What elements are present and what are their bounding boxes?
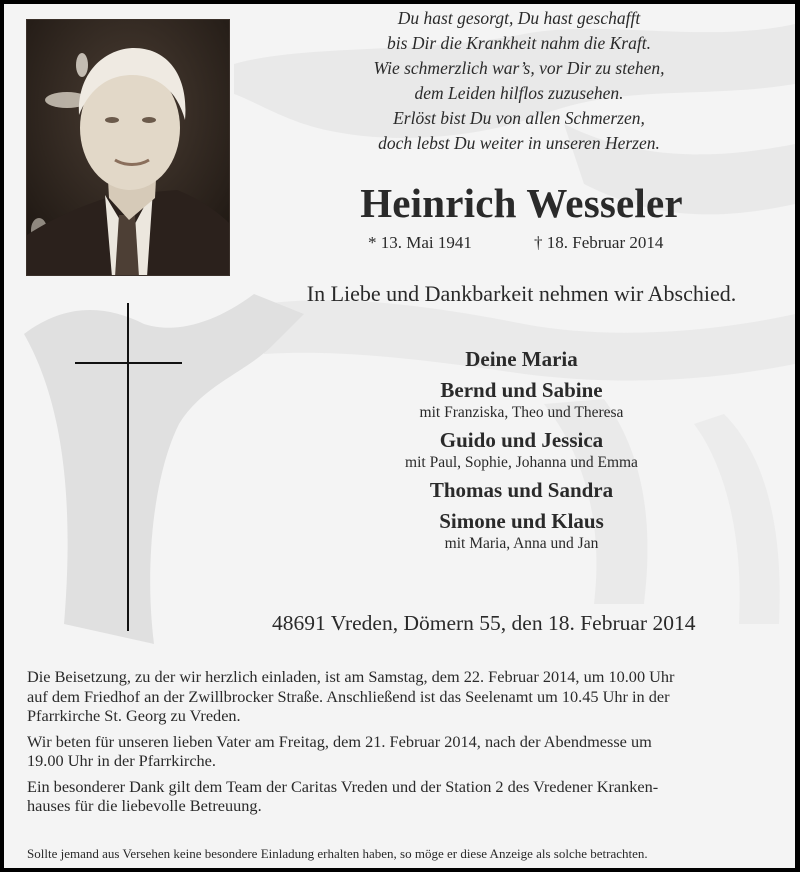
funeral-details — [27, 667, 782, 822]
obituary-page — [4, 4, 795, 868]
portrait-photo — [26, 19, 230, 276]
deceased-name: Heinrich Wesseler — [360, 180, 683, 226]
birth-date: * 13. Mai 1941 — [368, 233, 472, 252]
family-list — [344, 344, 699, 556]
family-member: Bernd und Sabine — [440, 378, 603, 402]
text-line: Pfarrkirche St. Georg zu Vreden. — [27, 706, 241, 725]
text-line: Wir beten für unseren lieben Vater am Freitag, dem 21. Februar 2014, nach der Abendmesse um — [27, 731, 652, 751]
cross-icon — [127, 303, 129, 631]
text-line: auf dem Friedhof an der Zwillbrocker Straße. Anschließend ist das Seelenamt um 10.45 Uhr in der — [27, 686, 670, 706]
family-member: Simone und Klaus — [439, 509, 604, 533]
text-line: Die Beisetzung, zu der wir herzlich einladen, ist am Samstag, dem 22. Februar 2014, um 10.00 Uhr — [27, 667, 675, 686]
invitation-note: Sollte jemand aus Versehen keine besondere Einladung erhalten haben, so möge er diese Anzeige als solche betrachten. — [27, 846, 648, 861]
portrait-illustration — [27, 20, 230, 276]
text-line: 19.00 Uhr in der Pfarrkirche. — [27, 751, 216, 770]
family-member: Deine Maria — [465, 347, 578, 371]
poem-line: dem Leiden hilflos zuzusehen. — [414, 83, 624, 103]
poem-line: Du hast gesorgt, Du hast geschafft — [397, 8, 641, 28]
cross-icon-crossbar — [75, 362, 182, 364]
family-member: Guido und Jessica — [439, 428, 604, 452]
text-line: hauses für die liebevolle Betreuung. — [27, 796, 262, 815]
prayer-paragraph — [27, 732, 782, 771]
poem-line: bis Dir die Krankheit nahm die Kraft. — [387, 33, 651, 53]
death-date: † 18. Februar 2014 — [534, 233, 664, 252]
memorial-poem — [304, 6, 734, 156]
burial-paragraph — [27, 667, 782, 726]
family-children: mit Franziska, Theo und Theresa — [419, 404, 624, 421]
family-children: mit Paul, Sophie, Johanna und Emma — [405, 454, 638, 471]
thanks-paragraph — [27, 777, 782, 816]
family-member: Thomas und Sandra — [429, 478, 614, 502]
poem-line: Wie schmerzlich war’s, vor Dir zu stehen, — [373, 58, 665, 78]
address-line: 48691 Vreden, Dömern 55, den 18. Februar 2014 — [272, 611, 696, 635]
poem-line: Erlöst bist Du von allen Schmerzen, — [393, 108, 645, 128]
family-children: mit Maria, Anna und Jan — [444, 535, 599, 552]
farewell-line: In Liebe und Dankbarkeit nehmen wir Abschied. — [306, 281, 737, 306]
poem-line: doch lebst Du weiter in unseren Herzen. — [378, 133, 660, 153]
text-line: Ein besonderer Dank gilt dem Team der Caritas Vreden und der Station 2 des Vredener Kranken- — [27, 776, 659, 796]
